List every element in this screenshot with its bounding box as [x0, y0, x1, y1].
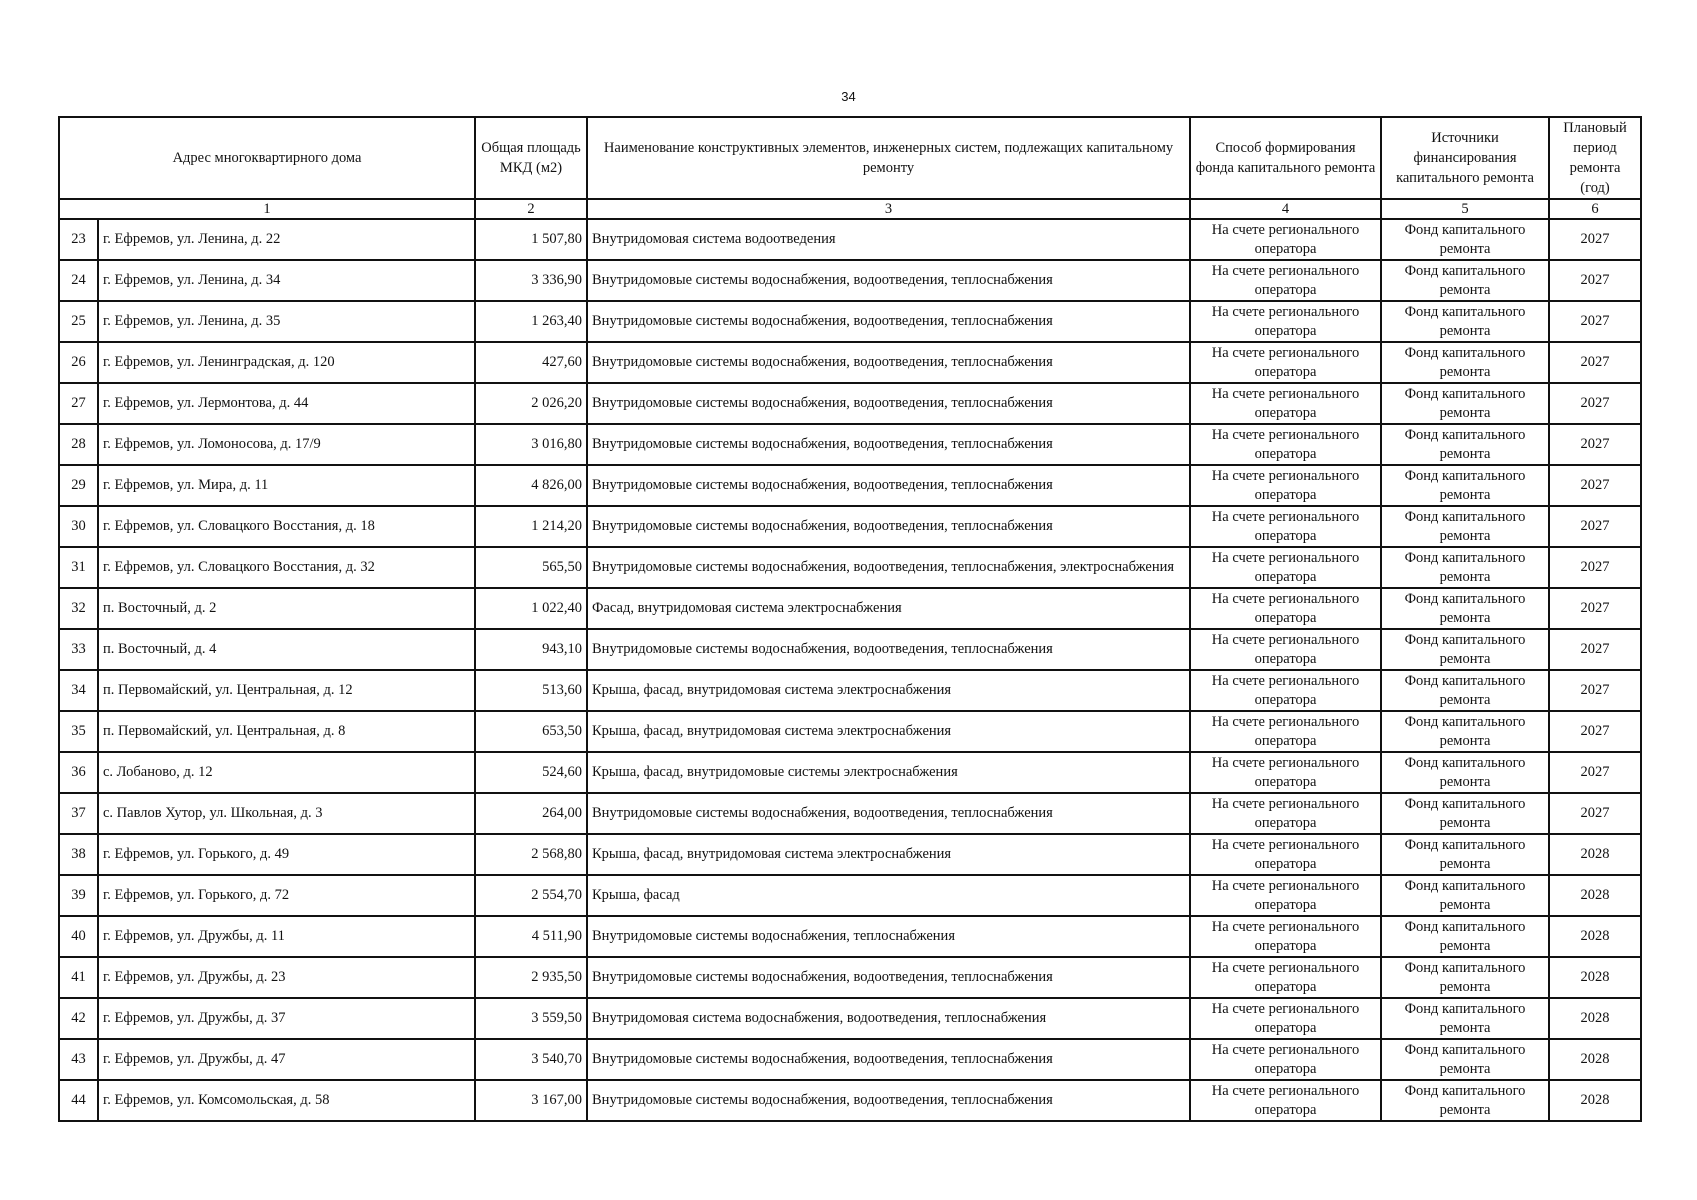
elements-cell: Внутридомовые системы водоснабжения, водоотведения, теплоснабжения — [587, 342, 1190, 383]
elements-cell: Внутридомовая система водоотведения — [587, 219, 1190, 260]
source-cell: Фонд капитального ремонта — [1381, 465, 1549, 506]
year-cell: 2027 — [1549, 670, 1641, 711]
source-cell: Фонд капитального ремонта — [1381, 834, 1549, 875]
table-row — [59, 1080, 1641, 1121]
column-number: 4 — [1190, 199, 1381, 219]
area-cell: 3 016,80 — [475, 424, 587, 465]
capital-repair-table — [58, 116, 1642, 1122]
area-cell: 3 336,90 — [475, 260, 587, 301]
source-cell: Фонд капитального ремонта — [1381, 588, 1549, 629]
row-number: 33 — [59, 629, 98, 670]
row-number: 29 — [59, 465, 98, 506]
year-cell: 2027 — [1549, 793, 1641, 834]
area-cell: 524,60 — [475, 752, 587, 793]
source-cell: Фонд капитального ремонта — [1381, 342, 1549, 383]
row-number: 31 — [59, 547, 98, 588]
table-row — [59, 219, 1641, 260]
source-cell: Фонд капитального ремонта — [1381, 875, 1549, 916]
year-cell: 2028 — [1549, 1039, 1641, 1080]
row-number: 27 — [59, 383, 98, 424]
elements-cell: Внутридомовые системы водоснабжения, теплоснабжения — [587, 916, 1190, 957]
method-cell: На счете регионального оператора — [1190, 834, 1381, 875]
table-row — [59, 629, 1641, 670]
method-cell: На счете регионального оператора — [1190, 506, 1381, 547]
row-number: 37 — [59, 793, 98, 834]
row-number: 26 — [59, 342, 98, 383]
table-row — [59, 670, 1641, 711]
year-cell: 2027 — [1549, 383, 1641, 424]
table-row — [59, 711, 1641, 752]
source-cell: Фонд капитального ремонта — [1381, 957, 1549, 998]
source-cell: Фонд капитального ремонта — [1381, 260, 1549, 301]
method-cell: На счете регионального оператора — [1190, 1039, 1381, 1080]
method-cell: На счете регионального оператора — [1190, 424, 1381, 465]
header-source: Источники финансирования капитального ремонта — [1381, 117, 1549, 199]
table-row — [59, 957, 1641, 998]
row-number: 41 — [59, 957, 98, 998]
table-row — [59, 424, 1641, 465]
address-cell: г. Ефремов, ул. Дружбы, д. 11 — [98, 916, 475, 957]
table-row — [59, 301, 1641, 342]
column-number: 3 — [587, 199, 1190, 219]
row-number: 42 — [59, 998, 98, 1039]
elements-cell: Внутридомовые системы водоснабжения, водоотведения, теплоснабжения, электроснабжения — [587, 547, 1190, 588]
elements-cell: Крыша, фасад, внутридомовая система электроснабжения — [587, 670, 1190, 711]
elements-cell: Крыша, фасад — [587, 875, 1190, 916]
area-cell: 3 167,00 — [475, 1080, 587, 1121]
method-cell: На счете регионального оператора — [1190, 260, 1381, 301]
method-cell: На счете регионального оператора — [1190, 301, 1381, 342]
year-cell: 2027 — [1549, 424, 1641, 465]
table-row — [59, 1039, 1641, 1080]
address-cell: п. Восточный, д. 2 — [98, 588, 475, 629]
area-cell: 3 559,50 — [475, 998, 587, 1039]
year-cell: 2028 — [1549, 998, 1641, 1039]
row-number: 25 — [59, 301, 98, 342]
method-cell: На счете регионального оператора — [1190, 916, 1381, 957]
elements-cell: Фасад, внутридомовая система электроснабжения — [587, 588, 1190, 629]
row-number: 32 — [59, 588, 98, 629]
row-number: 34 — [59, 670, 98, 711]
address-cell: с. Лобаново, д. 12 — [98, 752, 475, 793]
method-cell: На счете регионального оператора — [1190, 670, 1381, 711]
elements-cell: Внутридомовые системы водоснабжения, водоотведения, теплоснабжения — [587, 957, 1190, 998]
area-cell: 943,10 — [475, 629, 587, 670]
header-area: Общая площадь МКД (м2) — [475, 117, 587, 199]
source-cell: Фонд капитального ремонта — [1381, 1080, 1549, 1121]
column-number-row — [59, 199, 1641, 219]
table-row — [59, 547, 1641, 588]
method-cell: На счете регионального оператора — [1190, 752, 1381, 793]
year-cell: 2027 — [1549, 219, 1641, 260]
area-cell: 3 540,70 — [475, 1039, 587, 1080]
area-cell: 513,60 — [475, 670, 587, 711]
method-cell: На счете регионального оператора — [1190, 793, 1381, 834]
area-cell: 2 935,50 — [475, 957, 587, 998]
area-cell: 1 263,40 — [475, 301, 587, 342]
year-cell: 2028 — [1549, 957, 1641, 998]
source-cell: Фонд капитального ремонта — [1381, 424, 1549, 465]
source-cell: Фонд капитального ремонта — [1381, 301, 1549, 342]
elements-cell: Внутридомовые системы водоснабжения, водоотведения, теплоснабжения — [587, 260, 1190, 301]
row-number: 35 — [59, 711, 98, 752]
address-cell: г. Ефремов, ул. Горького, д. 72 — [98, 875, 475, 916]
address-cell: г. Ефремов, ул. Горького, д. 49 — [98, 834, 475, 875]
area-cell: 4 826,00 — [475, 465, 587, 506]
table-body — [59, 117, 1641, 1121]
year-cell: 2027 — [1549, 629, 1641, 670]
elements-cell: Внутридомовая система водоснабжения, водоотведения, теплоснабжения — [587, 998, 1190, 1039]
method-cell: На счете регионального оператора — [1190, 998, 1381, 1039]
row-number: 23 — [59, 219, 98, 260]
method-cell: На счете регионального оператора — [1190, 547, 1381, 588]
address-cell: г. Ефремов, ул. Дружбы, д. 23 — [98, 957, 475, 998]
method-cell: На счете регионального оператора — [1190, 875, 1381, 916]
address-cell: г. Ефремов, ул. Мира, д. 11 — [98, 465, 475, 506]
address-cell: г. Ефремов, ул. Комсомольская, д. 58 — [98, 1080, 475, 1121]
source-cell: Фонд капитального ремонта — [1381, 916, 1549, 957]
elements-cell: Внутридомовые системы водоснабжения, водоотведения, теплоснабжения — [587, 1080, 1190, 1121]
column-number: 1 — [59, 199, 475, 219]
source-cell: Фонд капитального ремонта — [1381, 1039, 1549, 1080]
address-cell: г. Ефремов, ул. Дружбы, д. 37 — [98, 998, 475, 1039]
row-number: 28 — [59, 424, 98, 465]
year-cell: 2028 — [1549, 916, 1641, 957]
source-cell: Фонд капитального ремонта — [1381, 998, 1549, 1039]
area-cell: 653,50 — [475, 711, 587, 752]
table-row — [59, 793, 1641, 834]
table-row — [59, 506, 1641, 547]
address-cell: п. Восточный, д. 4 — [98, 629, 475, 670]
year-cell: 2027 — [1549, 752, 1641, 793]
header-address: Адрес многоквартирного дома — [59, 117, 475, 199]
table-row — [59, 260, 1641, 301]
area-cell: 565,50 — [475, 547, 587, 588]
year-cell: 2027 — [1549, 588, 1641, 629]
address-cell: г. Ефремов, ул. Лермонтова, д. 44 — [98, 383, 475, 424]
area-cell: 1 022,40 — [475, 588, 587, 629]
address-cell: г. Ефремов, ул. Ленина, д. 35 — [98, 301, 475, 342]
table-row — [59, 752, 1641, 793]
table-row — [59, 834, 1641, 875]
method-cell: На счете регионального оператора — [1190, 957, 1381, 998]
column-number: 2 — [475, 199, 587, 219]
source-cell: Фонд капитального ремонта — [1381, 711, 1549, 752]
table-row — [59, 383, 1641, 424]
source-cell: Фонд капитального ремонта — [1381, 752, 1549, 793]
address-cell: г. Ефремов, ул. Ленина, д. 34 — [98, 260, 475, 301]
year-cell: 2027 — [1549, 342, 1641, 383]
year-cell: 2027 — [1549, 301, 1641, 342]
year-cell: 2027 — [1549, 465, 1641, 506]
table-row — [59, 342, 1641, 383]
page-number: 34 — [841, 89, 856, 104]
header-elements: Наименование конструктивных элементов, инженерных систем, подлежащих капитальному ремонту — [587, 117, 1190, 199]
area-cell: 1 507,80 — [475, 219, 587, 260]
header-method: Способ формирования фонда капитального ремонта — [1190, 117, 1381, 199]
method-cell: На счете регионального оператора — [1190, 383, 1381, 424]
header-period: Плановый период ремонта (год) — [1549, 117, 1641, 199]
year-cell: 2027 — [1549, 547, 1641, 588]
source-cell: Фонд капитального ремонта — [1381, 793, 1549, 834]
method-cell: На счете регионального оператора — [1190, 711, 1381, 752]
row-number: 30 — [59, 506, 98, 547]
address-cell: п. Первомайский, ул. Центральная, д. 12 — [98, 670, 475, 711]
elements-cell: Внутридомовые системы водоснабжения, водоотведения, теплоснабжения — [587, 629, 1190, 670]
row-number: 24 — [59, 260, 98, 301]
year-cell: 2027 — [1549, 260, 1641, 301]
method-cell: На счете регионального оператора — [1190, 629, 1381, 670]
source-cell: Фонд капитального ремонта — [1381, 629, 1549, 670]
table-row — [59, 875, 1641, 916]
method-cell: На счете регионального оператора — [1190, 1080, 1381, 1121]
elements-cell: Внутридомовые системы водоснабжения, водоотведения, теплоснабжения — [587, 1039, 1190, 1080]
method-cell: На счете регионального оператора — [1190, 219, 1381, 260]
area-cell: 4 511,90 — [475, 916, 587, 957]
address-cell: г. Ефремов, ул. Словацкого Восстания, д. 32 — [98, 547, 475, 588]
elements-cell: Внутридомовые системы водоснабжения, водоотведения, теплоснабжения — [587, 793, 1190, 834]
elements-cell: Крыша, фасад, внутридомовые системы электроснабжения — [587, 752, 1190, 793]
area-cell: 2 026,20 — [475, 383, 587, 424]
address-cell: г. Ефремов, ул. Ленинградская, д. 120 — [98, 342, 475, 383]
area-cell: 2 554,70 — [475, 875, 587, 916]
row-number: 38 — [59, 834, 98, 875]
elements-cell: Внутридомовые системы водоснабжения, водоотведения, теплоснабжения — [587, 301, 1190, 342]
table-row — [59, 465, 1641, 506]
elements-cell: Крыша, фасад, внутридомовая система электроснабжения — [587, 711, 1190, 752]
source-cell: Фонд капитального ремонта — [1381, 383, 1549, 424]
year-cell: 2028 — [1549, 1080, 1641, 1121]
row-number: 40 — [59, 916, 98, 957]
address-cell: г. Ефремов, ул. Дружбы, д. 47 — [98, 1039, 475, 1080]
column-number: 5 — [1381, 199, 1549, 219]
area-cell: 427,60 — [475, 342, 587, 383]
row-number: 36 — [59, 752, 98, 793]
source-cell: Фонд капитального ремонта — [1381, 547, 1549, 588]
method-cell: На счете регионального оператора — [1190, 588, 1381, 629]
column-number: 6 — [1549, 199, 1641, 219]
elements-cell: Внутридомовые системы водоснабжения, водоотведения, теплоснабжения — [587, 424, 1190, 465]
method-cell: На счете регионального оператора — [1190, 465, 1381, 506]
year-cell: 2028 — [1549, 875, 1641, 916]
year-cell: 2027 — [1549, 506, 1641, 547]
elements-cell: Внутридомовые системы водоснабжения, водоотведения, теплоснабжения — [587, 465, 1190, 506]
elements-cell: Внутридомовые системы водоснабжения, водоотведения, теплоснабжения — [587, 383, 1190, 424]
elements-cell: Крыша, фасад, внутридомовая система электроснабжения — [587, 834, 1190, 875]
table-row — [59, 916, 1641, 957]
source-cell: Фонд капитального ремонта — [1381, 506, 1549, 547]
address-cell: г. Ефремов, ул. Ломоносова, д. 17/9 — [98, 424, 475, 465]
table-row — [59, 998, 1641, 1039]
source-cell: Фонд капитального ремонта — [1381, 219, 1549, 260]
source-cell: Фонд капитального ремонта — [1381, 670, 1549, 711]
year-cell: 2028 — [1549, 834, 1641, 875]
row-number: 43 — [59, 1039, 98, 1080]
area-cell: 2 568,80 — [475, 834, 587, 875]
year-cell: 2027 — [1549, 711, 1641, 752]
header-row — [59, 117, 1641, 199]
area-cell: 1 214,20 — [475, 506, 587, 547]
method-cell: На счете регионального оператора — [1190, 342, 1381, 383]
table-row — [59, 588, 1641, 629]
address-cell: г. Ефремов, ул. Ленина, д. 22 — [98, 219, 475, 260]
elements-cell: Внутридомовые системы водоснабжения, водоотведения, теплоснабжения — [587, 506, 1190, 547]
row-number: 39 — [59, 875, 98, 916]
address-cell: п. Первомайский, ул. Центральная, д. 8 — [98, 711, 475, 752]
address-cell: г. Ефремов, ул. Словацкого Восстания, д. 18 — [98, 506, 475, 547]
row-number: 44 — [59, 1080, 98, 1121]
address-cell: с. Павлов Хутор, ул. Школьная, д. 3 — [98, 793, 475, 834]
area-cell: 264,00 — [475, 793, 587, 834]
